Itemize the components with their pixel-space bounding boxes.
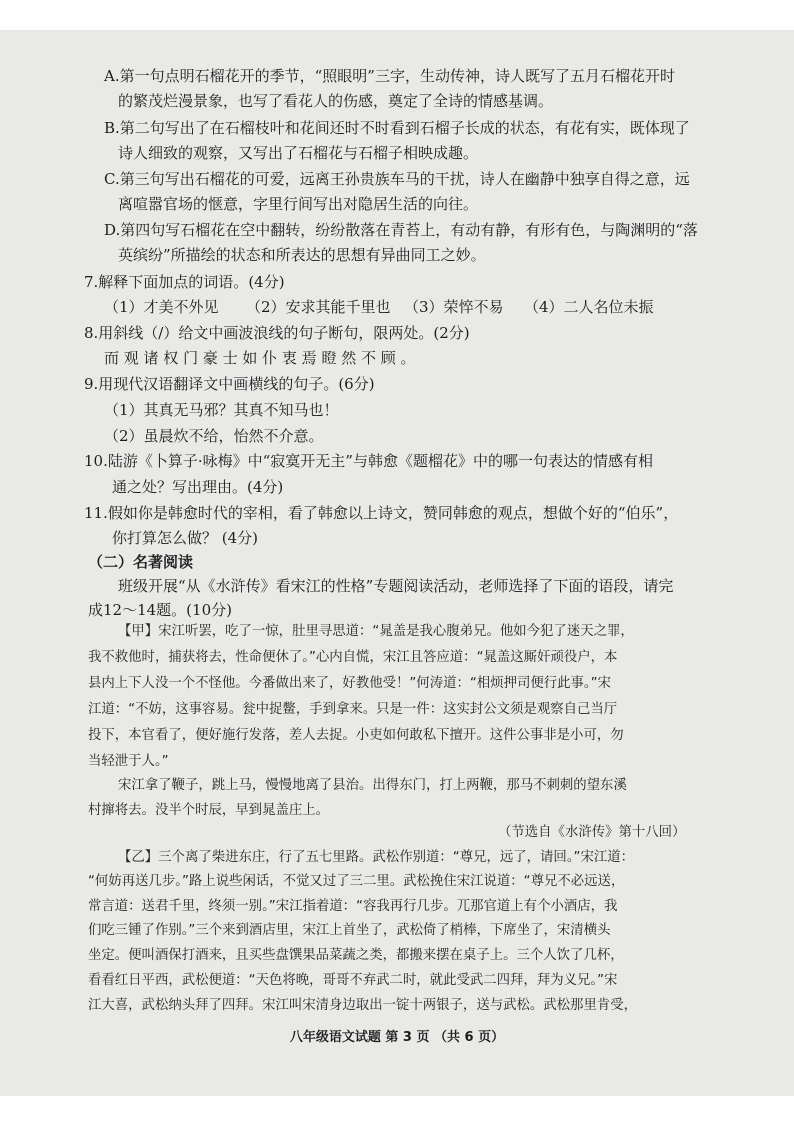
question-7-stem: 7.解释下面加点的词语。(4分) [84, 273, 285, 291]
option-a-line2: 的繁茂烂漫景象，也写了看花人的伤感，奠定了全诗的情感基调。 [118, 92, 554, 110]
question-11-line1: 11.假如你是韩愈时代的宰相，看了韩愈以上诗文，赞同韩愈的观点，想做个好的“伯乐”， [84, 504, 679, 522]
passage-a-line: 县内上下人没一个不怪他。今番做出来了，好教他受！”何涛道：“相烦押司便行此事。”宋 [88, 676, 611, 691]
option-c-line2: 离喧嚣官场的惬意，字里行间写出对隐居生活的向往。 [118, 195, 479, 213]
question-7-item: （2）安求其能千里也 [246, 298, 391, 316]
passage-a-source: （节选自《水浒传》第十八回） [498, 825, 686, 840]
passage-a-line: 江道：“不妨，这事容易。瓮中捉鳖，手到拿来。只是一件：这实封公文须是观察自己当厅 [88, 702, 618, 717]
question-10-line2: 通之处？写出理由。(4分) [112, 478, 284, 496]
passage-b-line: 常言道：送君千里，终须一别。”宋江指着道：“容我再行几步。兀那官道上有个小酒店，我 [88, 899, 618, 914]
passage-b-line: “何妨再送几步。”路上说些闲话，不觉又过了三二里。武松挽住宋江说道：“尊兄不必远送， [88, 874, 625, 889]
question-7-item: （1）才美不外见 [104, 298, 219, 316]
passage-a-line: 我不救他时，捕获将去，性命便休了。”心内自慌，宋江且答应道：“晁盖这厮奸顽役户，本 [88, 650, 618, 665]
question-11-line2: 你打算怎么做？ (4分) [112, 529, 259, 547]
passage-b-line: 坐定。便叫酒保打酒来，且买些盘馔果品菜蔬之类，都搬来摆在桌子上。三个人饮了几杯， [88, 948, 624, 963]
question-9-item: （2）虽晨炊不给，怡然不介意。 [104, 427, 324, 445]
question-9-item: （1）其真无马邪？其真不知马也！ [104, 401, 339, 419]
option-a-line1: A.第一句点明石榴花开的季节，“照眼明”三字，生动传神，诗人既写了五月石榴花开时 [104, 67, 675, 85]
passage-a-line: 村撺将去。没半个时辰，早到晁盖庄上。 [88, 803, 330, 818]
question-7-item: （4）二人名位未振 [524, 298, 654, 316]
section-intro-line2: 成12～14题。(10分) [88, 601, 232, 619]
section-title: （二）名著阅读 [88, 553, 194, 571]
question-10-line1: 10.陆游《卜算子·咏梅》中“寂寞开无主”与韩愈《题榴花》中的哪一句表达的情感有相 [84, 452, 653, 470]
question-8-sentence: 而 观 诸 权 门 豪 士 如 仆 衷 焉 瞪 然 不 顾 。 [104, 349, 416, 367]
passage-b-line: 们吃三锺了作别。”三个来到酒店里，宋江上首坐了，武松倚了梢棒，下席坐了，宋清横头 [88, 923, 611, 938]
page-footer: 八年级语文试题 第 3 页 （共 6 页） [289, 1030, 505, 1045]
question-8-stem: 8.用斜线（/）给文中画波浪线的句子断句，限两处。(2分) [84, 324, 470, 342]
passage-a-line: 投下，本官看了，便好施行发落，差人去捉。小吏如何敢私下擅开。这件公事非是小可，勿 [88, 728, 624, 743]
option-d-line2: 英缤纷”所描绘的状态和所表达的思想有异曲同工之妙。 [118, 246, 486, 264]
option-c-line1: C.第三句写出石榴花的可爱，远离王孙贵族车马的干扰，诗人在幽静中独享自得之意，远 [104, 170, 690, 188]
passage-b-line: 看看红日平西，武松便道：“天色将晚，哥哥不弃武二时，就此受武二四拜，拜为义兄。”宋 [88, 973, 618, 988]
passage-b-line: 【乙】三个离了柴进东庄，行了五七里路。武松作别道：“尊兄，远了，请回。”宋江道： [118, 850, 635, 865]
option-b-line1: B.第二句写出了在石榴枝叶和花间还时不时看到石榴子长成的状态，有花有实，既体现了 [104, 119, 690, 137]
section-intro-line1: 班级开展“从《水浒传》看宋江的性格”专题阅读活动，老师选择了下面的语段，请完 [118, 577, 674, 595]
passage-a-line: 当轻泄于人。” [88, 754, 169, 769]
passage-b-line: 江大喜，武松纳头拜了四拜。宋江叫宋清身边取出一锭十两银子，送与武松。武松那里肯受， [88, 998, 638, 1013]
passage-a-line: 【甲】宋江听罢，吃了一惊，肚里寻思道：“晁盖是我心腹弟兄。他如今犯了迷天之罪， [118, 624, 634, 639]
question-7-item: （3）荣悴不易 [404, 298, 504, 316]
option-d-line1: D.第四句写石榴花在空中翻转，纷纷散落在青苔上，有动有静，有形有色，与陶渊明的“落 [104, 221, 698, 239]
passage-a-line: 宋江拿了鞭子，跳上马，慢慢地离了县治。出得东门，打上两鞭，那马不刺刺的望东溪 [118, 778, 627, 793]
option-b-line2: 诗人细致的观察，又写出了石榴花与石榴子相映成趣。 [118, 144, 479, 162]
question-9-stem: 9.用现代汉语翻译文中画横线的句子。(6分) [84, 375, 375, 393]
